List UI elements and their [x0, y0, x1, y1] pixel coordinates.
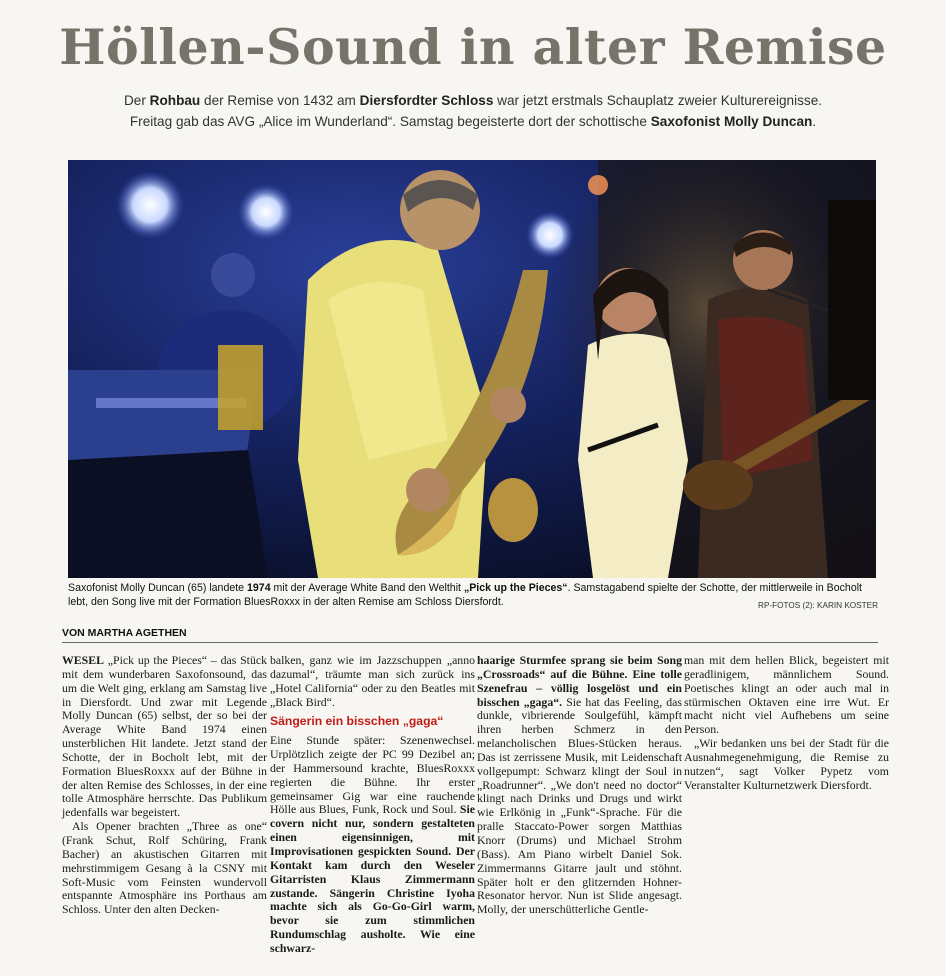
article-column-4	[684, 654, 889, 792]
paragraph	[62, 654, 267, 820]
paragraph	[477, 654, 682, 917]
article-column-2	[270, 654, 475, 956]
paragraph-text: Sie hat das Feeling, das dunkle, vibrierende Soulgefühl, kämpft ihren herben Schmerz in den melancholischen Blues-Stücken heraus. Das ist zerrissene Musik, mit Leidenschaft vollgepumpt: Schwarz klingt der Soul in „Roadrunner“. „We don't need no doctor“ klingt nach Drinks und Drugs und wirkt wie Erlkönig in „Funk“-Sprache. Für die pralle Staccato-Power sorgen Matthias Knorr (Drums) und Michael Strohm (Bass). Am Piano wirbelt Daniel Sok. Zimmermanns Gitarre jault und stöhnt. Später holt er den glitzernden Hohner-Resonator hervor. Nun ist Slide angesagt. Molly, der unerschütterliche Gentle-	[477, 694, 682, 917]
caption-text: . Samstagabend spielte der Schotte, der mittlerweile in Bocholt lebt, den Song live mit der Formation BluesRoxxx in der alten Remise am Schloss Diersfordt.	[68, 582, 863, 608]
paragraph-bold: haarige Sturmfee sprang sie beim Song „Crossroads“ auf die Bühne. Eine tolle Szenefrau – völlig losgelöst und ein bisschen „gaga“.	[477, 653, 682, 709]
subhead-bold: Saxofonist Molly Duncan	[650, 114, 813, 129]
photo-credit: RP-FOTOS (2): KARIN KOSTER	[758, 601, 878, 610]
concert-photo	[68, 160, 876, 578]
subhead-text: Der	[123, 93, 150, 108]
article-column-3	[477, 654, 682, 917]
subhead-text: Freitag gab das AVG „Alice im Wunderland“. Samstag begeisterte dort der schottische	[129, 114, 651, 129]
paragraph: Als Opener brachten „Three as one“ (Frank Schut, Rolf Schüring, Frank Bacher) an akustischen Gitarren mit mehrstimmigem Gesang à la CSNY mit Soft-Music vom Feinsten wundervoll entspannte Atmosphäre ins Porthaus am Schloss. Unter den alten Decken-	[62, 819, 267, 917]
subhead-bold: Diersfordter Schloss	[359, 93, 494, 108]
paragraph: „Wir bedanken uns bei der Stadt für die Ausnahmegenehmigung, die Remise zu nutzen“, sagt Volker Pypetz vom Veranstalter Kulturnetzwerk Diersfordt.	[684, 736, 889, 792]
caption-text: mit der Average White Band den Welthit	[270, 582, 464, 594]
paragraph-text: Eine Stunde später: Szenenwechsel. Urplötzlich zeigte der PC 99 Dezibel an; der Hammersound krachte, BluesRoxxx regierten die Bühne. Ihr erster gemeinsamer Gig war eine rauchende Hölle aus Blues, Funk, Rock und Soul.	[270, 733, 475, 817]
caption-bold: 1974	[247, 582, 271, 594]
paragraph-bold: Sie covern nicht nur, sondern gestalteten einen eigensinnigen, mit Improvisationen gespickten Sound. Der Kontakt kam durch den Weseler Gitarristen Klaus Zimmermann zustande. Sängerin Christine Iyoha machte sich als Go-Go-Girl warm, bevor sie zum stimmlichen Rundumschlag ausholte. Wie eine schwarz-	[270, 802, 475, 955]
caption-text: Saxofonist Molly Duncan (65) landete	[68, 582, 248, 594]
divider	[62, 642, 878, 643]
dateline: WESEL	[62, 653, 104, 667]
subhead-text: war jetzt erstmals Schauplatz zweier Kulturereignisse.	[493, 93, 823, 108]
subhead-text: .	[812, 114, 817, 129]
byline: VON MARTHA AGETHEN	[62, 627, 187, 639]
paragraph: man mit dem hellen Blick, begeistert mit geradlinigem, männlichem Sound. Poetisches klingt an oder auch mal in stürmischen Oktaven eine irre Wut. Er macht nicht viel Aufhebens um seine Person.	[684, 653, 889, 737]
subhead-bold: Rohbau	[149, 93, 201, 108]
article-column-1	[62, 654, 267, 917]
subheadline	[40, 90, 906, 132]
paragraph: balken, ganz wie im Jazzschuppen „anno dazumal“, träumte man sich zurück ins „Hotel California“ oder zu den Beatles mit „Black Bird“.	[270, 653, 475, 709]
caption-bold: „Pick up the Pieces“	[463, 582, 568, 594]
section-subheading: Sängerin ein bisschen „gaga“	[270, 714, 444, 729]
headline: Höllen-Sound in alter Remise	[59, 18, 887, 76]
concert-photo-illustration	[68, 160, 876, 578]
paragraph	[270, 734, 475, 956]
paragraph-text: „Pick up the Pieces“ – das Stück mit dem wunderbaren Saxofonsound, das um die Welt ging, erklang am Samstag live in Diersfordt. Und zwar mit Legende Molly Duncan (65) selbst, der so bei der Average White Band 1974 einen unsterblichen Hit landete. Jetzt stand der Schotte, der in Bocholt lebt, mit der Formation BluesRoxxx auf der Bühne in der alten Remise des Schlosses, in der eine tolle Atmosphäre herrschte. Das Publikum jedenfalls war begeistert.	[62, 653, 267, 820]
subhead-text: der Remise von 1432 am	[200, 93, 360, 108]
